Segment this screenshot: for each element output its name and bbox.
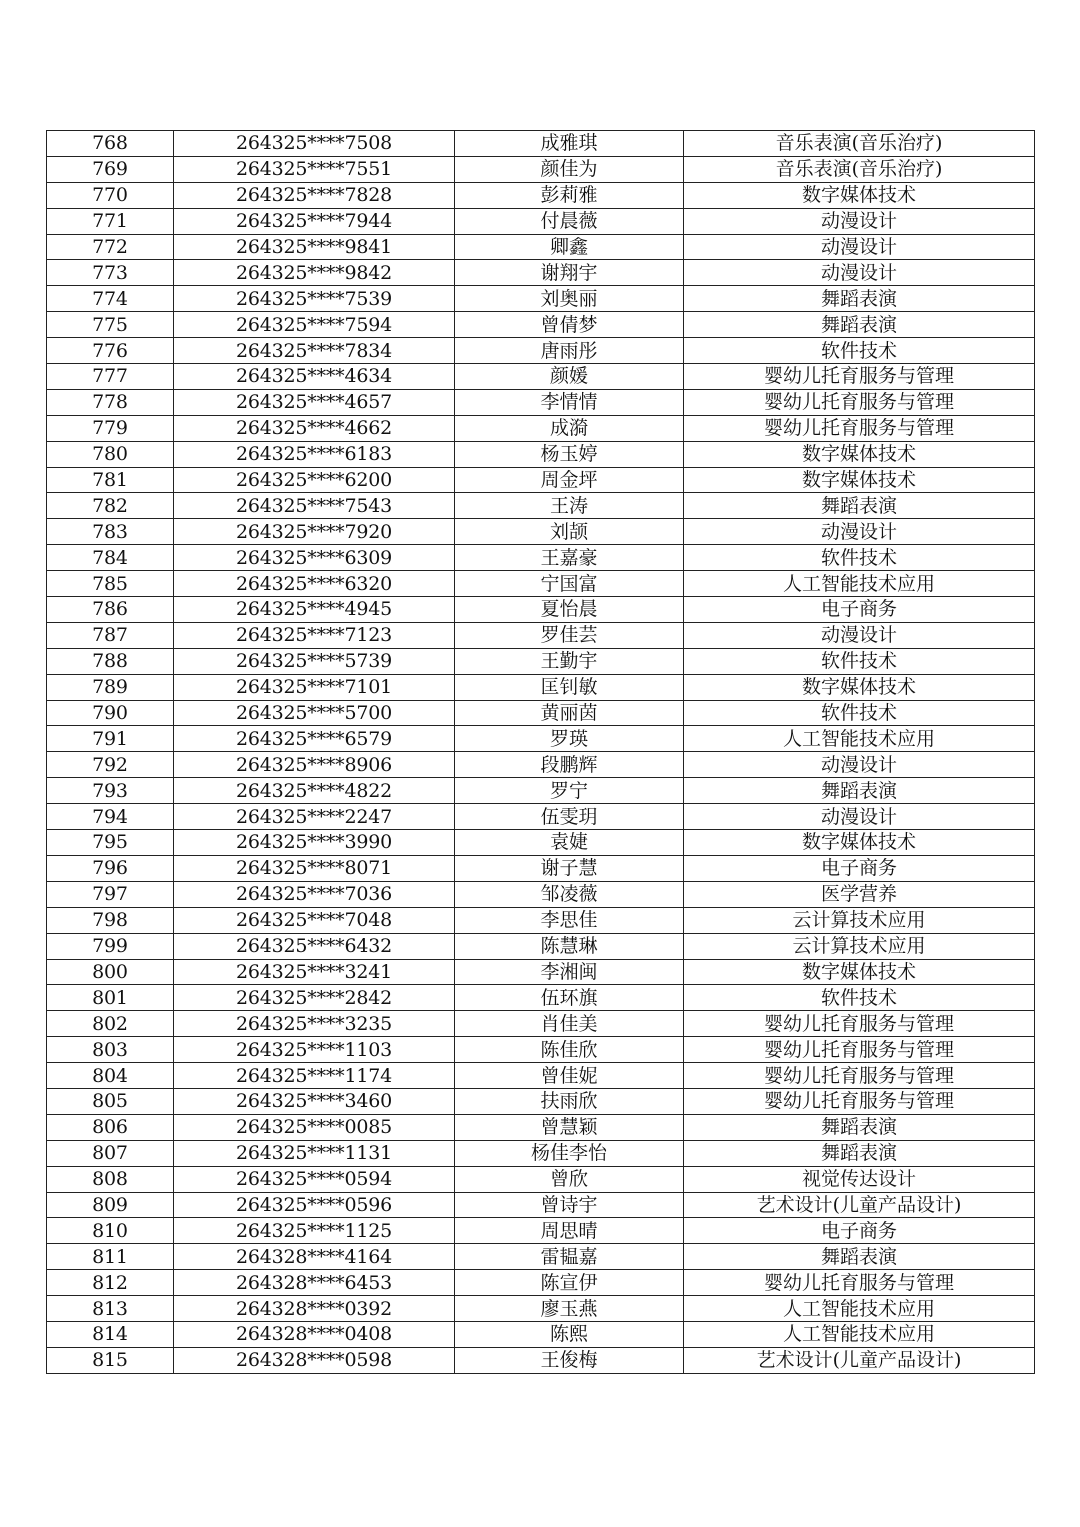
cell-id-number: 264325****7920	[174, 519, 455, 545]
table-row	[47, 338, 1035, 364]
cell-student-name: 王俊梅	[455, 1347, 684, 1373]
cell-serial-number: 778	[47, 389, 174, 415]
cell-id-number: 264325****6309	[174, 545, 455, 571]
cell-serial-number: 807	[47, 1140, 174, 1166]
table-row	[47, 1321, 1035, 1347]
cell-major: 婴幼儿托育服务与管理	[684, 415, 1035, 441]
cell-serial-number: 794	[47, 804, 174, 830]
cell-major: 舞蹈表演	[684, 493, 1035, 519]
cell-id-number: 264325****6183	[174, 441, 455, 467]
cell-id-number: 264325****8906	[174, 752, 455, 778]
cell-student-name: 刘颉	[455, 519, 684, 545]
table-row	[47, 1347, 1035, 1373]
cell-major: 音乐表演(音乐治疗)	[684, 131, 1035, 157]
cell-serial-number: 780	[47, 441, 174, 467]
cell-major: 电子商务	[684, 855, 1035, 881]
cell-student-name: 谢翔宇	[455, 260, 684, 286]
cell-id-number: 264325****7508	[174, 131, 455, 157]
cell-student-name: 廖玉燕	[455, 1296, 684, 1322]
table-row	[47, 389, 1035, 415]
cell-id-number: 264325****1131	[174, 1140, 455, 1166]
cell-id-number: 264325****1103	[174, 1037, 455, 1063]
cell-serial-number: 809	[47, 1192, 174, 1218]
cell-serial-number: 786	[47, 597, 174, 623]
table-row	[47, 208, 1035, 234]
cell-student-name: 曾慧颖	[455, 1114, 684, 1140]
cell-id-number: 264325****5739	[174, 648, 455, 674]
cell-student-name: 王嘉豪	[455, 545, 684, 571]
cell-student-name: 伍环旗	[455, 985, 684, 1011]
cell-student-name: 扶雨欣	[455, 1088, 684, 1114]
cell-major: 数字媒体技术	[684, 674, 1035, 700]
cell-serial-number: 768	[47, 131, 174, 157]
table-row	[47, 622, 1035, 648]
cell-id-number: 264328****6453	[174, 1270, 455, 1296]
cell-serial-number: 812	[47, 1270, 174, 1296]
cell-student-name: 曾佳妮	[455, 1063, 684, 1089]
table-row	[47, 519, 1035, 545]
cell-major: 软件技术	[684, 700, 1035, 726]
table-row	[47, 415, 1035, 441]
cell-id-number: 264325****0594	[174, 1166, 455, 1192]
cell-student-name: 陈佳欣	[455, 1037, 684, 1063]
cell-id-number: 264325****7123	[174, 622, 455, 648]
cell-major: 数字媒体技术	[684, 959, 1035, 985]
table-row	[47, 131, 1035, 157]
table-row	[47, 1218, 1035, 1244]
cell-id-number: 264325****4662	[174, 415, 455, 441]
cell-student-name: 刘奥丽	[455, 286, 684, 312]
cell-id-number: 264325****7036	[174, 881, 455, 907]
cell-serial-number: 797	[47, 881, 174, 907]
roster-body	[47, 131, 1035, 1374]
table-row	[47, 674, 1035, 700]
cell-major: 电子商务	[684, 597, 1035, 623]
cell-serial-number: 811	[47, 1244, 174, 1270]
table-row	[47, 260, 1035, 286]
table-row	[47, 571, 1035, 597]
cell-serial-number: 775	[47, 312, 174, 338]
cell-serial-number: 814	[47, 1321, 174, 1347]
cell-id-number: 264325****1125	[174, 1218, 455, 1244]
table-row	[47, 493, 1035, 519]
cell-major: 动漫设计	[684, 260, 1035, 286]
cell-student-name: 陈熙	[455, 1321, 684, 1347]
table-row	[47, 1114, 1035, 1140]
cell-serial-number: 779	[47, 415, 174, 441]
cell-student-name: 黄丽茵	[455, 700, 684, 726]
table-row	[47, 959, 1035, 985]
cell-serial-number: 813	[47, 1296, 174, 1322]
cell-id-number: 264325****4634	[174, 364, 455, 390]
cell-serial-number: 793	[47, 778, 174, 804]
cell-serial-number: 769	[47, 156, 174, 182]
cell-id-number: 264325****6320	[174, 571, 455, 597]
table-row	[47, 1063, 1035, 1089]
cell-serial-number: 808	[47, 1166, 174, 1192]
cell-major: 婴幼儿托育服务与管理	[684, 389, 1035, 415]
cell-student-name: 彭莉雅	[455, 182, 684, 208]
cell-student-name: 周金坪	[455, 467, 684, 493]
cell-id-number: 264325****7048	[174, 907, 455, 933]
cell-serial-number: 802	[47, 1011, 174, 1037]
cell-major: 人工智能技术应用	[684, 1321, 1035, 1347]
cell-student-name: 邹凌薇	[455, 881, 684, 907]
cell-id-number: 264325****7551	[174, 156, 455, 182]
cell-student-name: 李情情	[455, 389, 684, 415]
cell-serial-number: 810	[47, 1218, 174, 1244]
cell-major: 人工智能技术应用	[684, 726, 1035, 752]
table-row	[47, 312, 1035, 338]
cell-id-number: 264325****6579	[174, 726, 455, 752]
table-row	[47, 1140, 1035, 1166]
cell-major: 婴幼儿托育服务与管理	[684, 1037, 1035, 1063]
cell-student-name: 卿鑫	[455, 234, 684, 260]
cell-id-number: 264325****6432	[174, 933, 455, 959]
cell-major: 婴幼儿托育服务与管理	[684, 1011, 1035, 1037]
cell-major: 人工智能技术应用	[684, 1296, 1035, 1322]
cell-major: 舞蹈表演	[684, 1244, 1035, 1270]
cell-serial-number: 803	[47, 1037, 174, 1063]
table-row	[47, 907, 1035, 933]
cell-student-name: 曾诗宇	[455, 1192, 684, 1218]
cell-id-number: 264325****7101	[174, 674, 455, 700]
cell-major: 音乐表演(音乐治疗)	[684, 156, 1035, 182]
cell-id-number: 264325****3235	[174, 1011, 455, 1037]
cell-major: 数字媒体技术	[684, 467, 1035, 493]
cell-student-name: 成雅琪	[455, 131, 684, 157]
table-row	[47, 1166, 1035, 1192]
cell-serial-number: 792	[47, 752, 174, 778]
cell-major: 艺术设计(儿童产品设计)	[684, 1347, 1035, 1373]
cell-student-name: 成漪	[455, 415, 684, 441]
cell-id-number: 264328****0598	[174, 1347, 455, 1373]
cell-major: 舞蹈表演	[684, 312, 1035, 338]
cell-id-number: 264325****8071	[174, 855, 455, 881]
cell-serial-number: 804	[47, 1063, 174, 1089]
cell-student-name: 王勤宇	[455, 648, 684, 674]
cell-student-name: 罗瑛	[455, 726, 684, 752]
cell-major: 婴幼儿托育服务与管理	[684, 1270, 1035, 1296]
cell-major: 电子商务	[684, 1218, 1035, 1244]
cell-id-number: 264325****9842	[174, 260, 455, 286]
table-row	[47, 804, 1035, 830]
cell-serial-number: 801	[47, 985, 174, 1011]
cell-major: 动漫设计	[684, 622, 1035, 648]
cell-major: 云计算技术应用	[684, 907, 1035, 933]
cell-serial-number: 815	[47, 1347, 174, 1373]
cell-student-name: 肖佳美	[455, 1011, 684, 1037]
cell-serial-number: 800	[47, 959, 174, 985]
cell-serial-number: 790	[47, 700, 174, 726]
cell-major: 软件技术	[684, 985, 1035, 1011]
table-row	[47, 648, 1035, 674]
cell-serial-number: 774	[47, 286, 174, 312]
cell-serial-number: 787	[47, 622, 174, 648]
cell-student-name: 付晨薇	[455, 208, 684, 234]
cell-serial-number: 781	[47, 467, 174, 493]
cell-major: 艺术设计(儿童产品设计)	[684, 1192, 1035, 1218]
cell-id-number: 264325****3460	[174, 1088, 455, 1114]
cell-major: 云计算技术应用	[684, 933, 1035, 959]
cell-major: 数字媒体技术	[684, 441, 1035, 467]
cell-student-name: 颜媛	[455, 364, 684, 390]
cell-id-number: 264325****4822	[174, 778, 455, 804]
cell-id-number: 264325****9841	[174, 234, 455, 260]
cell-major: 软件技术	[684, 545, 1035, 571]
cell-id-number: 264328****0408	[174, 1321, 455, 1347]
table-row	[47, 752, 1035, 778]
cell-serial-number: 806	[47, 1114, 174, 1140]
table-row	[47, 1011, 1035, 1037]
cell-student-name: 匡钊敏	[455, 674, 684, 700]
cell-student-name: 杨佳李怡	[455, 1140, 684, 1166]
cell-student-name: 夏怡晨	[455, 597, 684, 623]
cell-student-name: 袁婕	[455, 830, 684, 856]
cell-major: 动漫设计	[684, 752, 1035, 778]
cell-student-name: 颜佳为	[455, 156, 684, 182]
table-row	[47, 545, 1035, 571]
cell-id-number: 264325****0596	[174, 1192, 455, 1218]
cell-serial-number: 799	[47, 933, 174, 959]
cell-serial-number: 773	[47, 260, 174, 286]
cell-student-name: 李思佳	[455, 907, 684, 933]
cell-serial-number: 784	[47, 545, 174, 571]
table-row	[47, 881, 1035, 907]
cell-student-name: 杨玉婷	[455, 441, 684, 467]
cell-serial-number: 772	[47, 234, 174, 260]
cell-id-number: 264325****2247	[174, 804, 455, 830]
cell-serial-number: 796	[47, 855, 174, 881]
cell-id-number: 264325****4657	[174, 389, 455, 415]
cell-major: 舞蹈表演	[684, 778, 1035, 804]
table-row	[47, 1244, 1035, 1270]
cell-student-name: 陈宣伊	[455, 1270, 684, 1296]
cell-serial-number: 776	[47, 338, 174, 364]
cell-serial-number: 789	[47, 674, 174, 700]
cell-serial-number: 777	[47, 364, 174, 390]
cell-major: 人工智能技术应用	[684, 571, 1035, 597]
cell-serial-number: 795	[47, 830, 174, 856]
cell-major: 动漫设计	[684, 519, 1035, 545]
cell-major: 软件技术	[684, 338, 1035, 364]
cell-major: 婴幼儿托育服务与管理	[684, 364, 1035, 390]
cell-serial-number: 770	[47, 182, 174, 208]
table-row	[47, 1037, 1035, 1063]
table-row	[47, 1192, 1035, 1218]
cell-id-number: 264325****7828	[174, 182, 455, 208]
table-row	[47, 985, 1035, 1011]
table-row	[47, 467, 1035, 493]
cell-serial-number: 791	[47, 726, 174, 752]
cell-student-name: 罗佳芸	[455, 622, 684, 648]
cell-id-number: 264325****7539	[174, 286, 455, 312]
cell-id-number: 264328****4164	[174, 1244, 455, 1270]
cell-serial-number: 783	[47, 519, 174, 545]
cell-major: 婴幼儿托育服务与管理	[684, 1088, 1035, 1114]
cell-student-name: 唐雨彤	[455, 338, 684, 364]
table-row	[47, 156, 1035, 182]
table-row	[47, 441, 1035, 467]
cell-student-name: 王涛	[455, 493, 684, 519]
table-row	[47, 855, 1035, 881]
table-row	[47, 234, 1035, 260]
cell-id-number: 264325****2842	[174, 985, 455, 1011]
cell-id-number: 264325****7543	[174, 493, 455, 519]
table-row	[47, 778, 1035, 804]
cell-major: 动漫设计	[684, 208, 1035, 234]
cell-major: 动漫设计	[684, 234, 1035, 260]
cell-major: 数字媒体技术	[684, 830, 1035, 856]
cell-id-number: 264325****3990	[174, 830, 455, 856]
cell-id-number: 264325****7944	[174, 208, 455, 234]
student-roster-table	[46, 130, 1035, 1374]
table-row	[47, 830, 1035, 856]
table-row	[47, 597, 1035, 623]
table-row	[47, 726, 1035, 752]
cell-major: 数字媒体技术	[684, 182, 1035, 208]
cell-id-number: 264325****3241	[174, 959, 455, 985]
cell-major: 舞蹈表演	[684, 1140, 1035, 1166]
cell-major: 医学营养	[684, 881, 1035, 907]
cell-major: 视觉传达设计	[684, 1166, 1035, 1192]
table-row	[47, 364, 1035, 390]
cell-student-name: 曾欣	[455, 1166, 684, 1192]
table-row	[47, 933, 1035, 959]
cell-student-name: 罗宁	[455, 778, 684, 804]
cell-serial-number: 798	[47, 907, 174, 933]
table-row	[47, 700, 1035, 726]
cell-serial-number: 782	[47, 493, 174, 519]
cell-serial-number: 788	[47, 648, 174, 674]
document-sheet	[46, 130, 1034, 1374]
cell-student-name: 李湘闽	[455, 959, 684, 985]
cell-student-name: 谢子慧	[455, 855, 684, 881]
cell-id-number: 264325****4945	[174, 597, 455, 623]
cell-id-number: 264328****0392	[174, 1296, 455, 1322]
cell-student-name: 伍雯玥	[455, 804, 684, 830]
cell-student-name: 雷韫嘉	[455, 1244, 684, 1270]
cell-serial-number: 771	[47, 208, 174, 234]
cell-student-name: 宁国富	[455, 571, 684, 597]
cell-id-number: 264325****5700	[174, 700, 455, 726]
cell-major: 舞蹈表演	[684, 286, 1035, 312]
cell-student-name: 曾倩梦	[455, 312, 684, 338]
table-row	[47, 1296, 1035, 1322]
table-row	[47, 1270, 1035, 1296]
cell-serial-number: 785	[47, 571, 174, 597]
cell-student-name: 陈慧琳	[455, 933, 684, 959]
cell-id-number: 264325****7594	[174, 312, 455, 338]
cell-id-number: 264325****0085	[174, 1114, 455, 1140]
cell-major: 动漫设计	[684, 804, 1035, 830]
cell-student-name: 段鹏辉	[455, 752, 684, 778]
cell-id-number: 264325****7834	[174, 338, 455, 364]
cell-id-number: 264325****6200	[174, 467, 455, 493]
table-row	[47, 1088, 1035, 1114]
table-row	[47, 182, 1035, 208]
cell-major: 婴幼儿托育服务与管理	[684, 1063, 1035, 1089]
cell-student-name: 周思晴	[455, 1218, 684, 1244]
cell-major: 舞蹈表演	[684, 1114, 1035, 1140]
table-row	[47, 286, 1035, 312]
cell-serial-number: 805	[47, 1088, 174, 1114]
cell-major: 软件技术	[684, 648, 1035, 674]
cell-id-number: 264325****1174	[174, 1063, 455, 1089]
